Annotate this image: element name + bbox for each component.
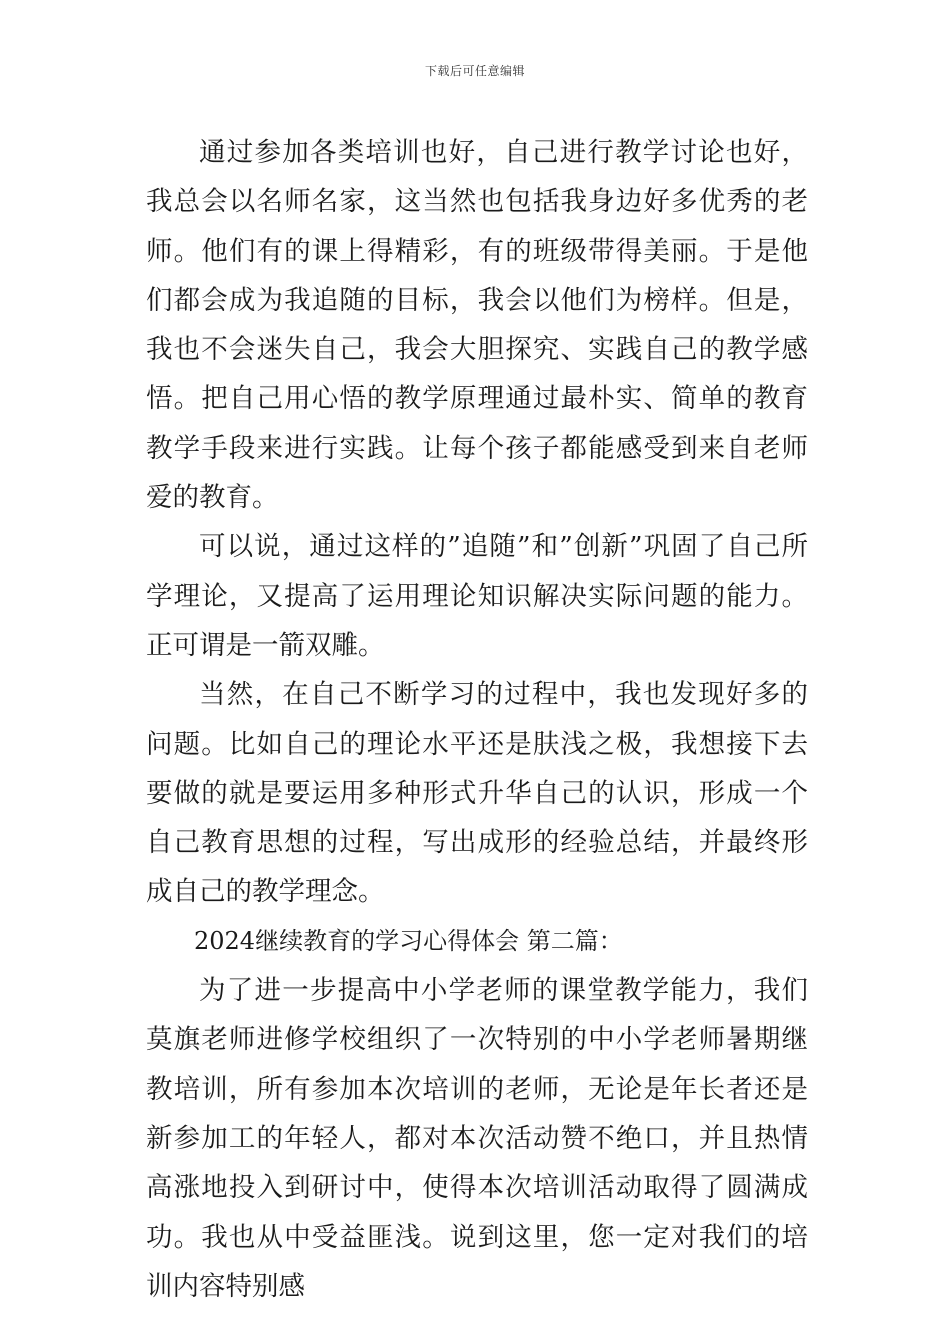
paragraph-3: 当然，在自己不断学习的过程中，我也发现好多的问题。比如自己的理论水平还是肤浅之极，我想接下去要做的就是要运用多种形式升华自己的认识，形成一个自己教育思想的过程，写出成形的经验总结，并最终形成自己的教学理念。 [146, 679, 808, 908]
paragraph-4: 为了进一步提高中小学老师的课堂教学能力，我们莫旗老师进修学校组织了一次特别的中小学老师暑期继教培训，所有参加本次培训的老师，无论是年长者还是新参加工的年轻人，都对本次活动赞不绝口，并且热情高涨地投入到研讨中，使得本次培训活动取得了圆满成功。我也从中受益匪浅。说到这里，您一定对我们的培训内容特别感 [146, 975, 808, 1302]
paragraph-1: 通过参加各类培训也好，自己进行教学讨论也好，我总会以名师名家，这当然也包括我身边好多优秀的老师。他们有的课上得精彩，有的班级带得美丽。于是他们都会成为我追随的目标，我会以他们为榜样。但是，我也不会迷失自己，我会大胆探究、实践自己的教学感悟。把自己用心悟的教学原理通过最朴实、简单的教育教学手段来进行实践。让每个孩子都能感受到来自老师爱的教育。 [146, 137, 808, 514]
page-header: 下载后可任意编辑 [424, 64, 525, 78]
paragraph-2: 可以说，通过这样的”追随”和”创新”巩固了自己所学理论，又提高了运用理论知识解决实际问题的能力。正可谓是一箭双雕。 [146, 531, 808, 661]
section-heading: 2024继续教育的学习心得体会 第二篇： [194, 926, 623, 955]
document-body [146, 128, 808, 1311]
